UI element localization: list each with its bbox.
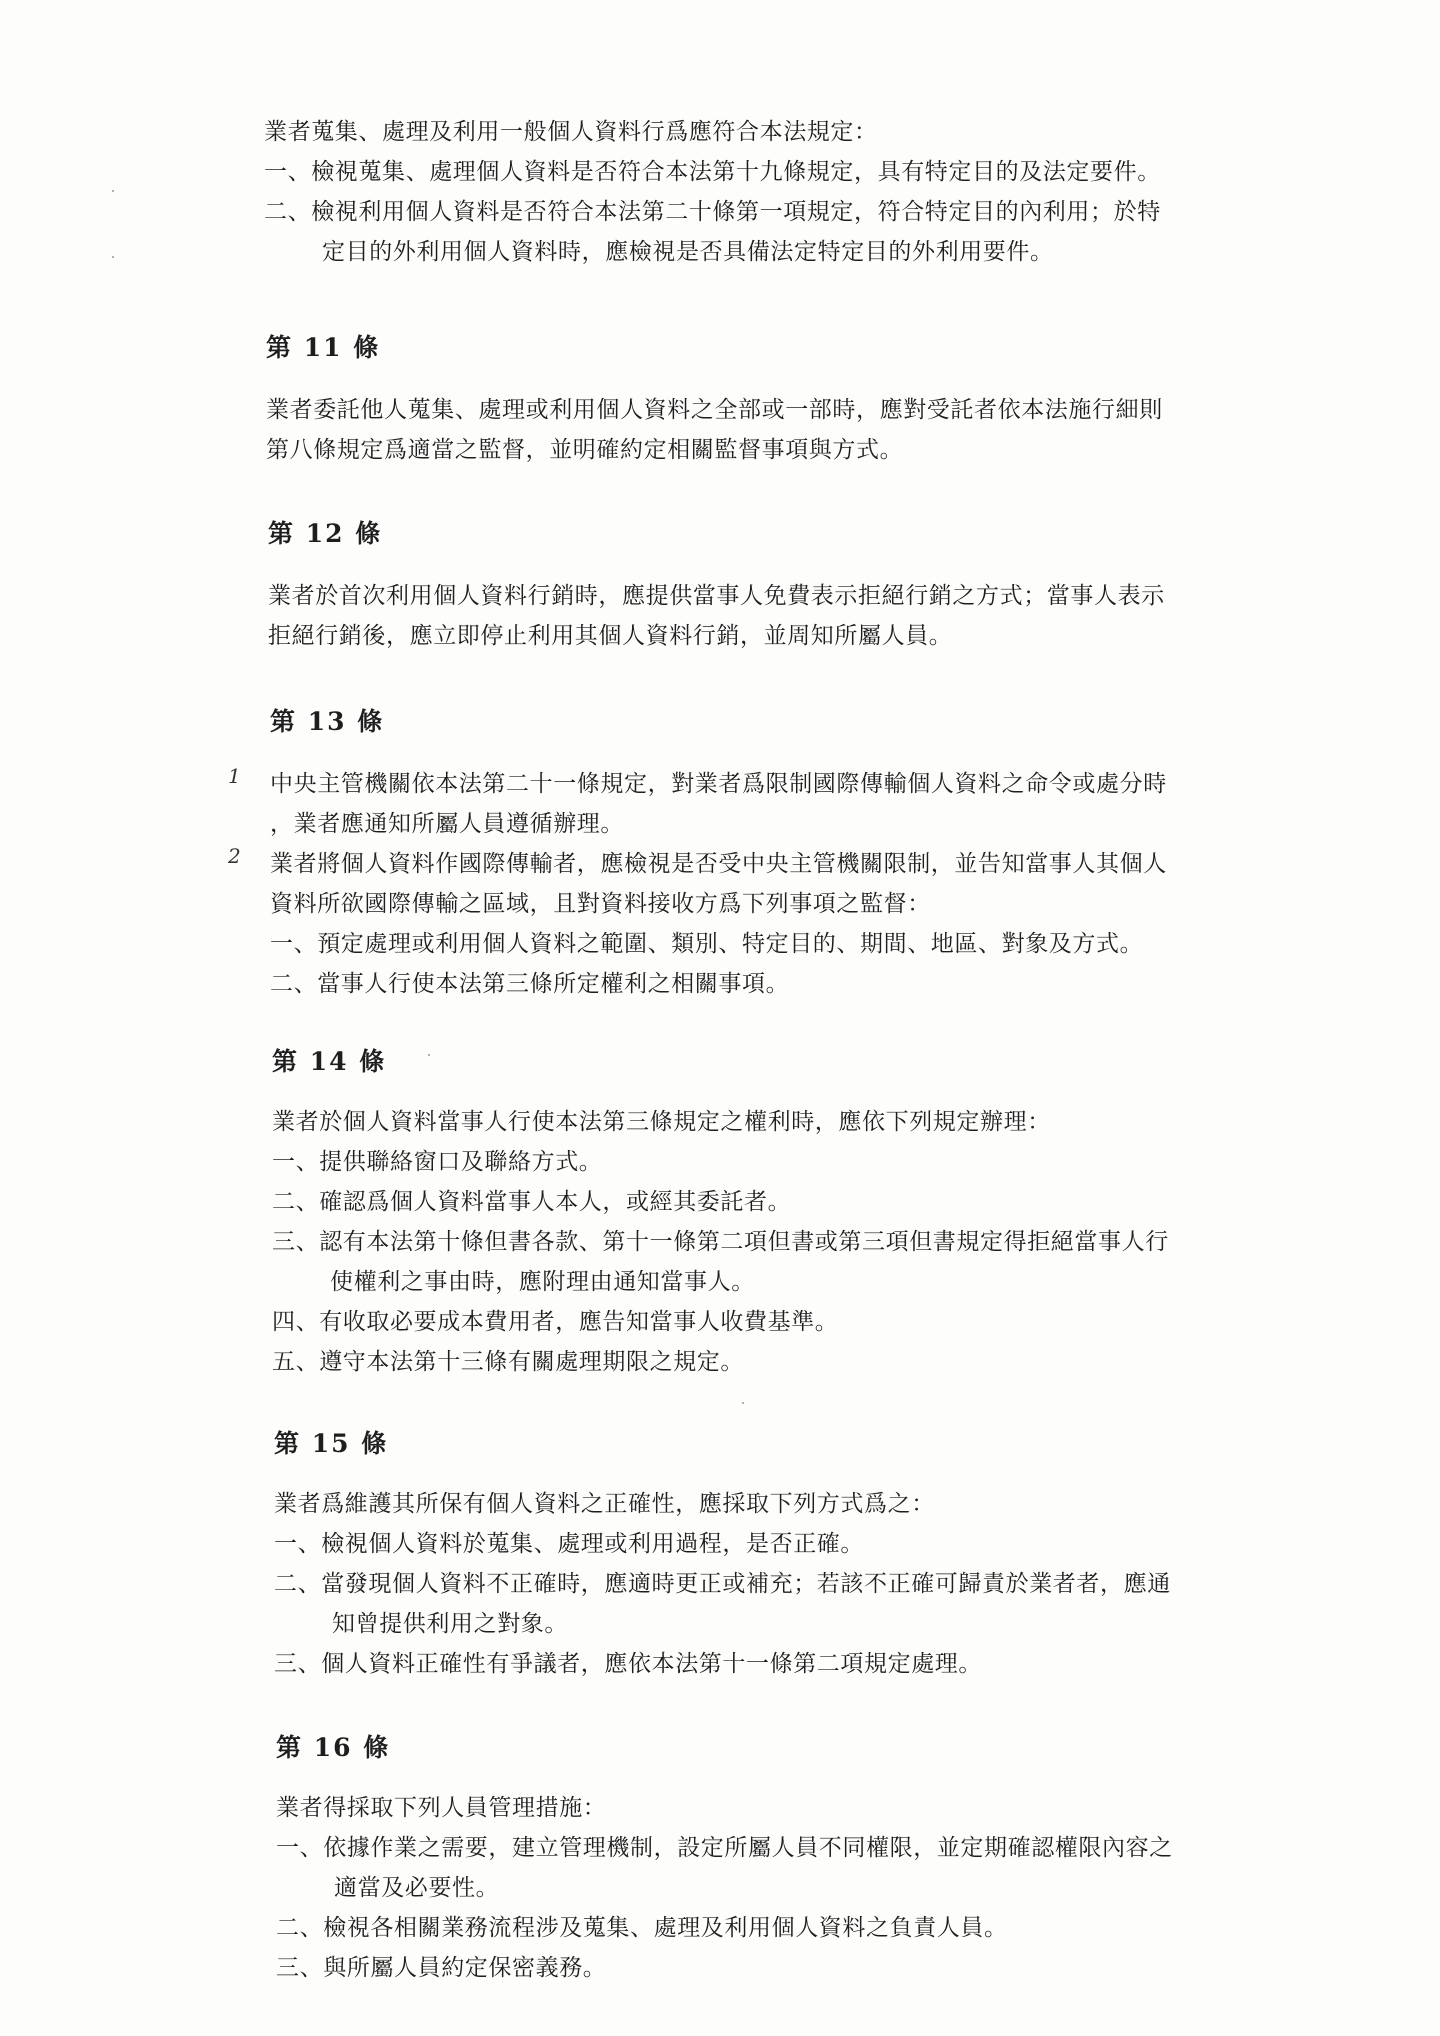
scan-speck	[742, 1402, 744, 1404]
intro-lead: 業者蒐集、處理及利用一般個人資料行爲應符合本法規定：	[264, 119, 878, 145]
article-13-paragraph-2	[228, 844, 1167, 1004]
article-13-p1-line-1: 中央主管機關依本法第二十一條規定，對業者爲限制國際傳輸個人資料之命令或處分時	[270, 771, 1167, 797]
article-16-lead: 業者得採取下列人員管理措施：	[276, 1795, 607, 1821]
scan-speck	[112, 190, 114, 192]
article-16-item-1: 一、依據作業之需要，建立管理機制，設定所屬人員不同權限，並定期確認權限內容之	[276, 1835, 1173, 1861]
article-15-item-2: 二、當發現個人資料不正確時，應適時更正或補充；若該不正確可歸責於業者者，應通	[274, 1571, 1171, 1597]
article-13	[228, 702, 1167, 1004]
article-14-title: 第 14 條	[272, 1047, 387, 1076]
article-13-paragraph-1	[228, 764, 1167, 844]
scan-speck	[428, 1054, 430, 1056]
article-11-line-1: 業者委託他人蒐集、處理或利用個人資料之全部或一部時，應對受託者依本法施行細則	[266, 397, 1163, 423]
article-12-line-2: 拒絕行銷後，應立即停止利用其個人資料行銷，並周知所屬人員。	[268, 623, 953, 649]
article-15-item-3: 三、個人資料正確性有爭議者，應依本法第十一條第二項規定處理。	[274, 1651, 982, 1677]
article-15-item-2-cont: 知曾提供利用之對象。	[332, 1611, 568, 1637]
article-16-item-3: 三、與所屬人員約定保密義務。	[276, 1955, 607, 1981]
article-14-item-3: 三、認有本法第十條但書各款、第十一條第二項但書或第三項但書規定得拒絕當事人行	[272, 1229, 1169, 1255]
article-11-line-2: 第八條規定爲適當之監督，並明確約定相關監督事項與方式。	[266, 437, 904, 463]
article-13-p1-line-2: ，業者應通知所屬人員遵循辦理。	[270, 811, 624, 837]
article-11	[266, 328, 1163, 470]
article-16-title: 第 16 條	[276, 1733, 391, 1762]
article-14-item-3-cont: 使權利之事由時，應附理由通知當事人。	[330, 1269, 755, 1295]
article-14-item-5: 五、遵守本法第十三條有關處理期限之規定。	[272, 1349, 744, 1375]
article-13-p2-item-1: 一、預定處理或利用個人資料之範圍、類別、特定目的、期間、地區、對象及方式。	[270, 931, 1144, 957]
intro-item-2-cont: 定目的外利用個人資料時，應檢視是否具備法定特定目的外利用要件。	[322, 239, 1054, 265]
article-13-p2-line-1: 業者將個人資料作國際傳輸者，應檢視是否受中央主管機關限制，並告知當事人其個人	[270, 851, 1167, 877]
article-12	[268, 514, 1165, 656]
article-16-item-1-cont: 適當及必要性。	[334, 1875, 500, 1901]
article-13-p2-line-2: 資料所欲國際傳輸之區域，且對資料接收方爲下列事項之監督：	[270, 891, 931, 917]
article-14-lead: 業者於個人資料當事人行使本法第三條規定之權利時，應依下列規定辦理：	[272, 1109, 1051, 1135]
article-15-item-1: 一、檢視個人資料於蒐集、處理或利用過程，是否正確。	[274, 1531, 864, 1557]
article-11-title: 第 11 條	[266, 333, 381, 362]
article-14-item-4: 四、有收取必要成本費用者，應告知當事人收費基準。	[272, 1309, 839, 1335]
article-14-item-1: 一、提供聯絡窗口及聯絡方式。	[272, 1149, 603, 1175]
paragraph-number-2: 2	[228, 844, 241, 868]
intro-item-1: 一、檢視蒐集、處理個人資料是否符合本法第十九條規定，具有特定目的及法定要件。	[264, 159, 1161, 185]
scan-speck	[112, 256, 114, 258]
article-14	[272, 1042, 1169, 1382]
article-14-item-2: 二、確認爲個人資料當事人本人，或經其委託者。	[272, 1189, 792, 1215]
paragraph-number-1: 1	[228, 764, 241, 788]
article-16-item-2: 二、檢視各相關業務流程涉及蒐集、處理及利用個人資料之負責人員。	[276, 1915, 1008, 1941]
article-15-lead: 業者爲維護其所保有個人資料之正確性，應採取下列方式爲之：	[274, 1491, 935, 1517]
intro-item-2: 二、檢視利用個人資料是否符合本法第二十條第一項規定，符合特定目的內利用；於特	[264, 199, 1161, 225]
article-13-title: 第 13 條	[270, 707, 385, 736]
article-15-title: 第 15 條	[274, 1429, 389, 1458]
article-16	[276, 1728, 1173, 1988]
article-12-title: 第 12 條	[268, 519, 383, 548]
intro-section	[264, 112, 1161, 272]
article-15	[274, 1424, 1171, 1684]
article-12-line-1: 業者於首次利用個人資料行銷時，應提供當事人免費表示拒絕行銷之方式；當事人表示	[268, 583, 1165, 609]
article-13-p2-item-2: 二、當事人行使本法第三條所定權利之相關事項。	[270, 971, 790, 997]
